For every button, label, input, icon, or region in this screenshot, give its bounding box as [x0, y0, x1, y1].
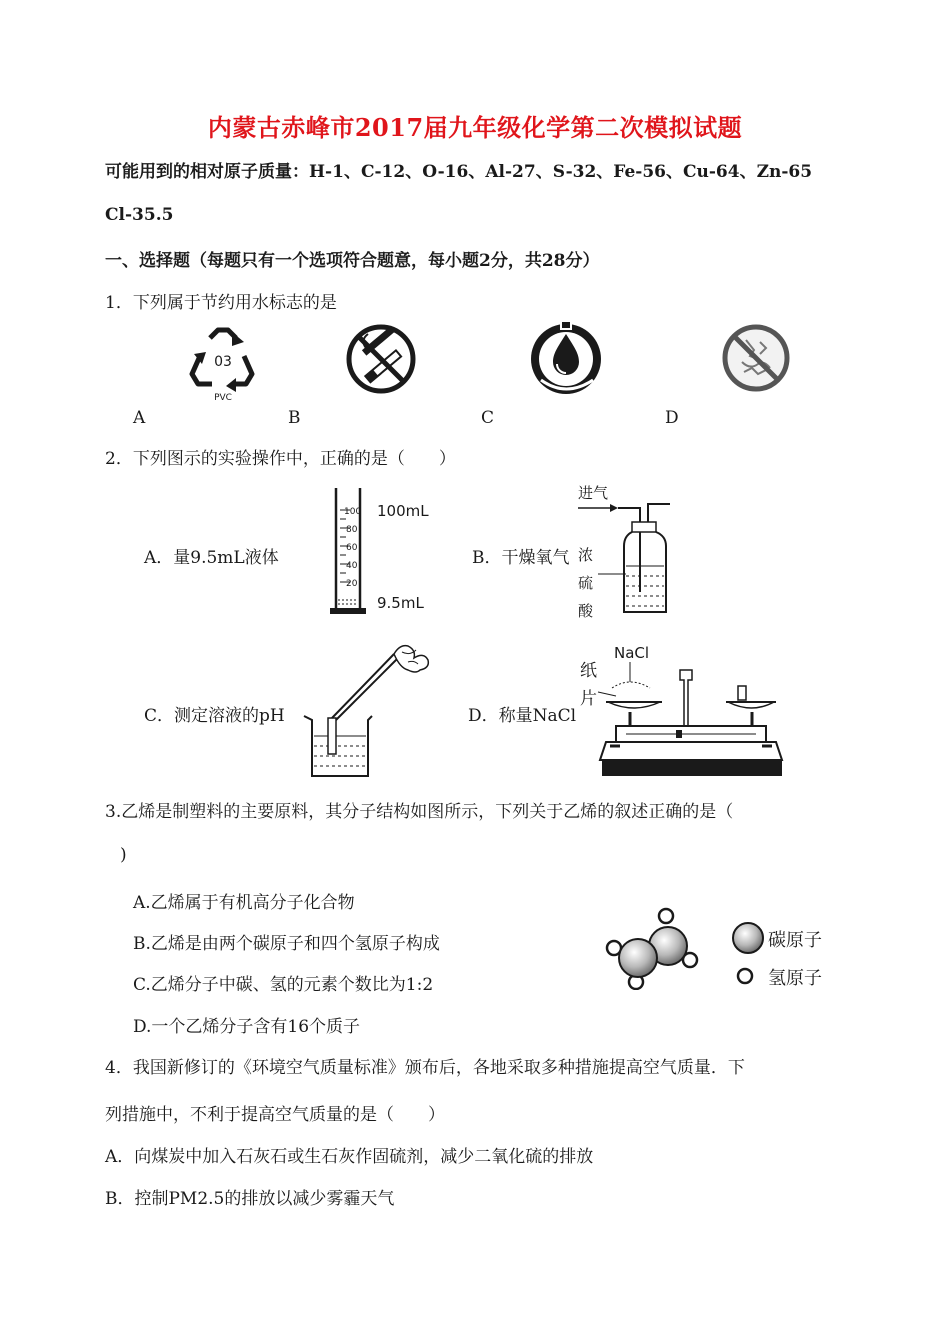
q1-label-a: A — [133, 408, 146, 428]
q3-option-d: D.一个乙烯分子含有16个质子 — [133, 1017, 361, 1037]
ph-test-beaker-diagram — [298, 636, 438, 780]
graduated-cylinder-diagram — [322, 484, 442, 620]
atomic-masses-line1: 可能用到的相对原子质量：H-1、C-12、O-16、Al-27、S-32、Fe-56、Cu-64、Zn-65 — [105, 162, 813, 182]
q4-option-a: A．向煤炭中加入石灰石或生石灰作固硫剂，减少二氧化硫的排放 — [105, 1147, 594, 1167]
balance-scale-diagram — [576, 640, 786, 780]
hydrogen-atom-legend-label: 氢原子 — [768, 968, 822, 989]
cylinder-tick-100: 100 — [344, 507, 362, 517]
paper-label-1: 纸 — [580, 661, 597, 681]
question-4-stem: 4．我国新修订的《环境空气质量标准》颁布后，各地采取多种措施提高空气质量．下 — [105, 1058, 745, 1078]
q1-label-b: B — [288, 408, 301, 428]
recycling-material: PVC — [214, 393, 232, 402]
q1-label-c: C — [481, 408, 495, 428]
prohibition-sign-icon — [720, 322, 792, 394]
q2-option-a: A．量9.5mL液体 — [144, 548, 279, 568]
paper-label-2: 片 — [580, 689, 597, 709]
question-2-stem: 2．下列图示的实验操作中，正确的是（ ） — [105, 449, 456, 469]
atomic-masses-line2: Cl-35.5 — [105, 205, 174, 225]
carbon-atom-legend-label: 碳原子 — [768, 930, 822, 951]
nacl-label: NaCl — [614, 644, 650, 662]
question-4-stem-cont: 列措施中，不利于提高空气质量的是（ ） — [105, 1105, 445, 1125]
hydrogen-atom-legend-icon — [735, 966, 755, 986]
recycling-code: 03 — [214, 354, 232, 370]
question-3-stem: 3.乙烯是制塑料的主要原料，其分子结构如图所示，下列关于乙烯的叙述正确的是（ — [105, 802, 734, 822]
ethylene-molecule-diagram — [600, 904, 710, 990]
gas-inlet-label: 进气 — [578, 484, 609, 502]
cylinder-bottom-label: 9.5mL — [377, 594, 424, 612]
cylinder-tick-80: 80 — [346, 525, 358, 535]
carbon-atom-legend-icon — [730, 920, 766, 956]
question-3-stem-cont: ) — [120, 845, 127, 865]
section-heading: 一、选择题（每题只有一个选项符合题意，每小题2分，共28分） — [105, 251, 600, 271]
q2-option-d: D．称量NaCl — [468, 706, 577, 726]
page-title: 内蒙古赤峰市2017届九年级化学第二次模拟试题 — [207, 113, 743, 142]
no-smoking-icon — [344, 322, 418, 396]
acid-label-1: 浓 — [578, 546, 594, 564]
recycling-symbol-icon — [188, 326, 258, 402]
gas-drying-bottle-diagram — [574, 480, 684, 620]
q3-option-b: B.乙烯是由两个碳原子和四个氢原子构成 — [133, 934, 440, 954]
question-1-stem: 1．下列属于节约用水标志的是 — [105, 293, 337, 313]
q1-label-d: D — [665, 408, 679, 428]
cylinder-tick-60: 60 — [346, 543, 358, 553]
q2-option-c: C．测定溶液的pH — [144, 706, 285, 726]
acid-label-3: 酸 — [578, 602, 594, 620]
q3-option-a: A.乙烯属于有机高分子化合物 — [133, 893, 355, 913]
q2-option-b: B．干燥氧气 — [472, 548, 570, 568]
cylinder-top-label: 100mL — [377, 502, 429, 520]
q3-option-c: C.乙烯分子中碳、氢的元素个数比为1:2 — [133, 975, 434, 995]
water-saving-icon — [527, 320, 605, 398]
cylinder-tick-20: 20 — [346, 579, 358, 589]
cylinder-tick-40: 40 — [346, 561, 358, 571]
acid-label-2: 硫 — [578, 574, 594, 592]
q4-option-b: B．控制PM2.5的排放以减少雾霾天气 — [105, 1189, 395, 1209]
